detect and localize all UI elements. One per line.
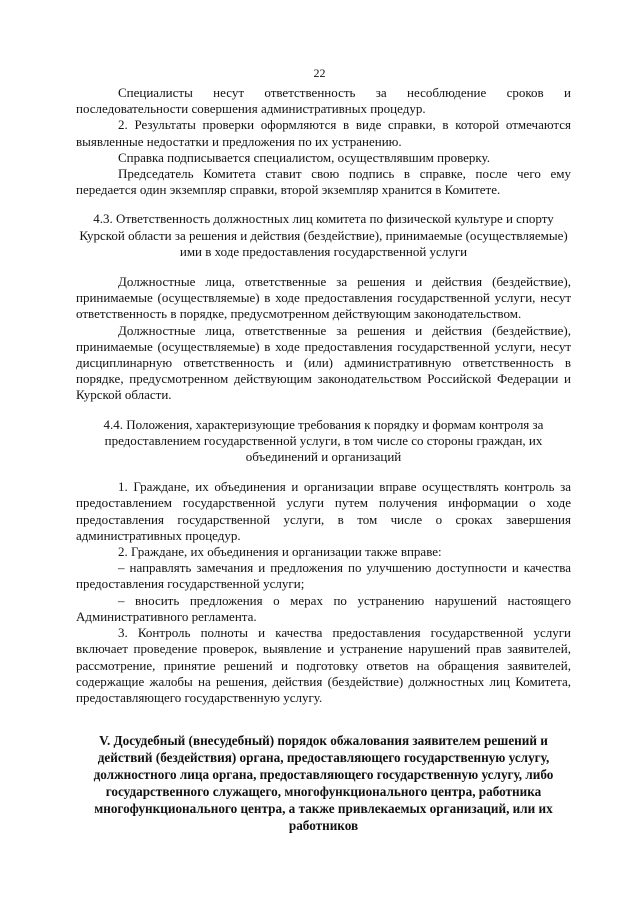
section-heading-4-4: 4.4. Положения, характеризующие требования к порядку и формам контроля за предоставлением государственной услуги, в том числе со стороны граждан, их объединений и организаций [103, 416, 544, 465]
page-content [76, 85, 571, 834]
paragraph: 1. Граждане, их объединения и организации вправе осуществлять контроль за предоставлением государственной услуги путем получения информации о ходе предоставления государственной услуги, в том числе о сроках завершения административных процедур. [76, 479, 571, 543]
paragraph: Специалисты несут ответственность за несоблюдение сроков и последовательности совершения административных процедур. [76, 85, 571, 117]
section-heading-4-3: 4.3. Ответственность должностных лиц комитета по физической культуре и спорту Курской области за решения и действия (бездействие), принимаемые (осуществляемые) ими в ходе предоставления государственной услуги [79, 211, 568, 259]
paragraph: 2. Граждане, их объединения и организации также вправе: [118, 544, 442, 560]
list-item: – вносить предложения о мерах по устранению нарушений настоящего Административного регламента. [76, 592, 571, 624]
chapter-heading-v: V. Досудебный (внесудебный) порядок обжалования заявителем решений и действий (бездействия) органа, предоставляющего государственную услугу, должностного лица органа, предоставляющего государственную услугу, либо государственного служащего, многофункционального центра, работника многофункционального центра, а также привлекаемых организаций, или их работников [93, 733, 554, 834]
paragraph: Должностные лица, ответственные за решения и действия (бездействие), принимаемые (осуществляемые) в ходе предоставления государственной услуги, несут ответственность в порядке, предусмотренном действующим законодательством. [76, 274, 571, 322]
paragraph: Председатель Комитета ставит свою подпись в справке, после чего ему передается один экземпляр справки, второй экземпляр хранится в Комитете. [76, 166, 571, 198]
paragraph: 2. Результаты проверки оформляются в виде справки, в которой отмечаются выявленные недостатки и предложения по их устранению. [76, 117, 571, 149]
page-number: 22 [313, 66, 326, 80]
paragraph: Справка подписывается специалистом, осуществлявшим проверку. [118, 149, 490, 165]
list-item: – направлять замечания и предложения по улучшению доступности и качества предоставления государственной услуги; [76, 560, 571, 592]
paragraph: 3. Контроль полноты и качества предоставления государственной услуги включает проведение проверок, выявление и устранение нарушений прав заявителей, рассмотрение, принятие решений и подготовку ответов на обращения заявителей, содержащие жалобы на решения, действия (бездействие) должностных лиц Комитета, предоставляющего государственную услугу. [76, 625, 571, 705]
paragraph: Должностные лица, ответственные за решения и действия (бездействие), принимаемые (осуществляемые) в ходе предоставления государственной услуги, несут дисциплинарную ответственность и (или) административную ответственность в порядке, предусмотренном действующим законодательством Российской Федерации и Курской области. [76, 322, 571, 403]
